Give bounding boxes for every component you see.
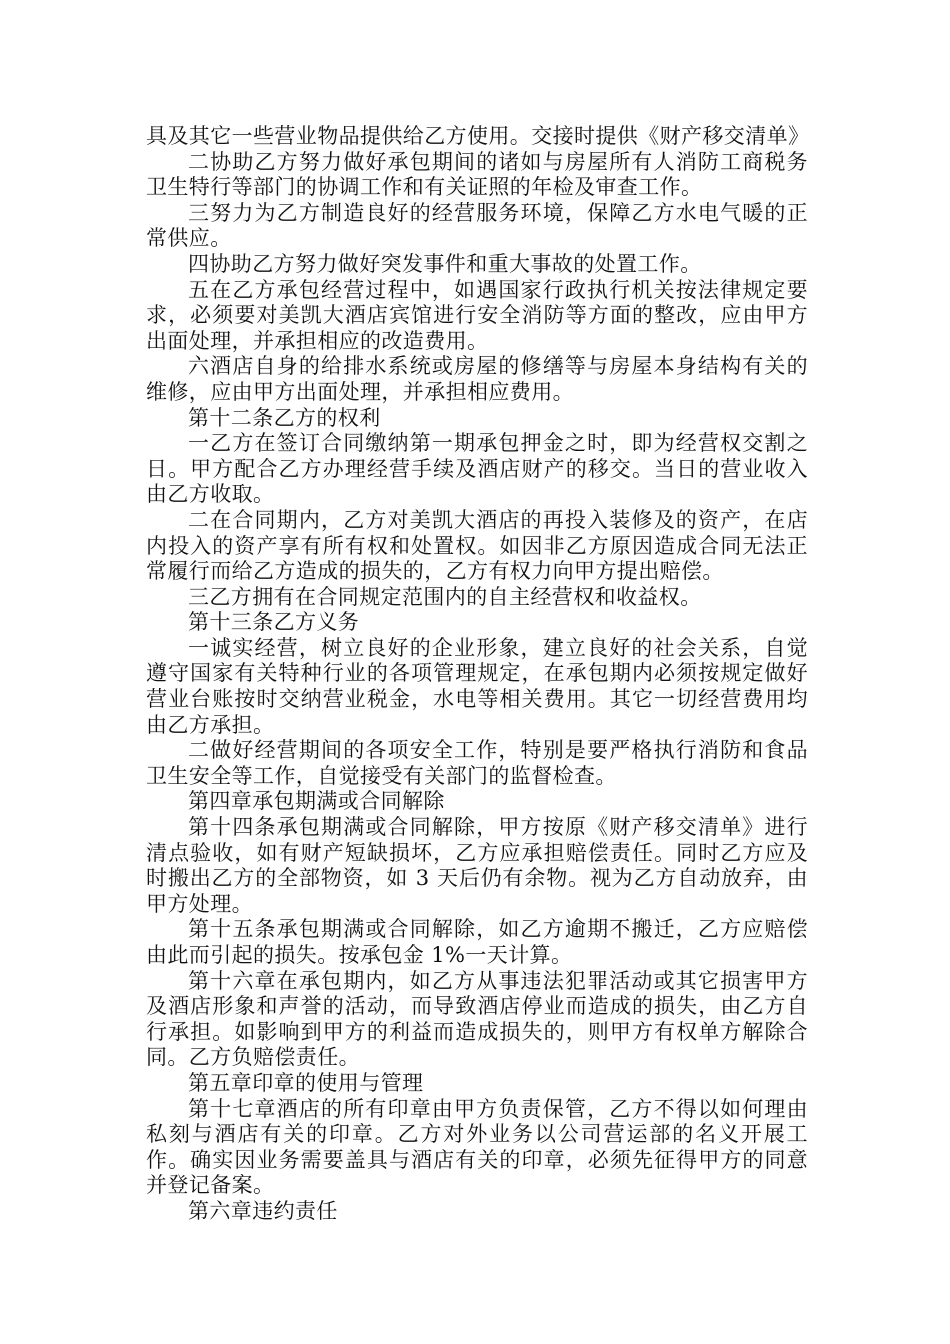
article-13-heading: 第十三条乙方义务: [188, 610, 360, 635]
paragraph-3: 三努力为乙方制造良好的经营服务环境，保障乙方水电气暖的正常供应。: [146, 200, 808, 251]
paragraph-9: 二在合同期内，乙方对美凯大酒店的再投入装修及的资产，在店内投入的资产享有所有权和处置权。如因非乙方原因造成合同无法正常履行而给乙方造成的损失的，乙方有权力向甲方提出赔偿。: [146, 507, 808, 584]
paragraph-12: 一诚实经营，树立良好的企业形象，建立良好的社会关系，自觉遵守国家有关特种行业的各项管理规定，在承包期内必须按规定做好营业台账按时交纳营业税金，水电等相关费用。其它一切经营费用均由乙方承担。: [146, 635, 808, 737]
paragraph-19: 第十七章酒店的所有印章由甲方负责保管，乙方不得以如何理由私刻与酒店有关的印章。乙方对外业务以公司营运部的名义开展工作。确实因业务需要盖具与酒店有关的印章，必须先征得甲方的同意并登记备案。: [146, 1096, 808, 1198]
paragraph-17: 第十六章在承包期内，如乙方从事违法犯罪活动或其它损害甲方及酒店形象和声誉的活动，而导致酒店停业而造成的损失，由乙方自行承担。如影响到甲方的利益而造成损失的，则甲方有权单方解除合同。乙方负赔偿责任。: [146, 968, 808, 1070]
paragraph-4: 四协助乙方努力做好突发事件和重大事故的处置工作。: [188, 251, 702, 276]
paragraph-10: 三乙方拥有在合同规定范围内的自主经营权和收益权。: [188, 584, 702, 609]
paragraph-15: 第十四条承包期满或合同解除，甲方按原《财产移交清单》进行清点验收，如有财产短缺损坏，乙方应承担赔偿责任。同时乙方应及时搬出乙方的全部物资，如 3 天后仍有余物。视为乙方自动放弃，由甲方处理。: [146, 815, 808, 916]
chapter-4-heading: 第四章承包期满或合同解除: [188, 789, 445, 814]
paragraph-16: 第十五条承包期满或合同解除，如乙方逾期不搬迁，乙方应赔偿由此而引起的损失。按承包金 1%一天计算。: [146, 917, 808, 967]
document-page: [146, 124, 808, 1225]
paragraph-6: 六酒店自身的给排水系统或房屋的修缮等与房屋本身结构有关的维修，应由甲方出面处理，并承担相应费用。: [146, 354, 808, 404]
chapter-5-heading: 第五章印章的使用与管理: [188, 1070, 424, 1095]
chapter-6-heading: 第六章违约责任: [188, 1198, 338, 1223]
paragraph-8: 一乙方在签订合同缴纳第一期承包押金之时，即为经营权交割之日。甲方配合乙方办理经营手续及酒店财产的移交。当日的营业收入由乙方收取。: [146, 431, 808, 507]
paragraph-5: 五在乙方承包经营过程中，如遇国家行政执行机关按法律规定要求，必须要对美凯大酒店宾馆进行安全消防等方面的整改，应由甲方出面处理，并承担相应的改造费用。: [146, 277, 808, 353]
paragraph-2: 二协助乙方努力做好承包期间的诸如与房屋所有人消防工商税务卫生特行等部门的协调工作和有关证照的年检及审查工作。: [146, 149, 808, 200]
paragraph-13: 二做好经营期间的各项安全工作，特别是要严格执行消防和食品卫生安全等工作，自觉接受有关部门的监督检查。: [146, 738, 808, 788]
article-12-heading: 第十二条乙方的权利: [188, 405, 381, 430]
paragraph-1: 具及其它一些营业物品提供给乙方使用。交接时提供《财产移交清单》: [146, 124, 810, 148]
